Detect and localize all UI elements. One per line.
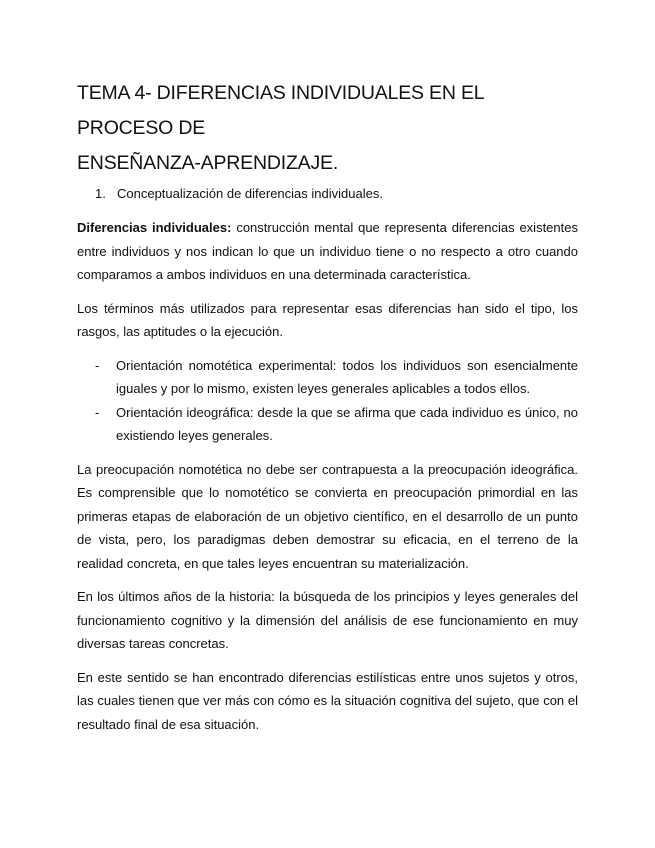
bullet-text: Orientación ideográfica: desde la que se afirma que cada individuo es único, no existiendo leyes generales. [116,404,578,443]
section-item [77,183,578,204]
bullet-text: Orientación nomotética experimental: todos los individuos son esencialmente iguales y por lo mismo, existen leyes generales aplicables a todos ellos. [116,357,578,396]
definition-paragraph [77,216,578,287]
section-list [77,183,578,204]
historia-paragraph: En los últimos años de la historia: la búsqueda de los principios y leyes generales del funcionamiento cognitivo y la dimensión del análisis de ese funcionamiento en muy diversas tareas concretas. [77,589,578,651]
bullet-marker: - [95,357,100,373]
title-line-1: TEMA 4- DIFERENCIAS INDIVIDUALES EN EL PROCESO DE [77,82,484,139]
preocupacion-paragraph: La preocupación nomotética no debe ser contrapuesta a la preocupación ideográfica. Es comprensible que lo nomotético se convierta en preocupación primordial en las primeras etapas de elaboración de un objetivo científico, en el desarrollo de un punto de vista, pero, los paradigmas deben demostrar su eficacia, en el terreno de la realidad concreta, en que tales leyes encuentran su materialización. [77,461,578,571]
document-title [77,76,578,181]
definition-term: Diferencias individuales: [77,220,232,235]
bullet-marker: - [95,404,100,420]
sentido-paragraph: En este sentido se han encontrado diferencias estilísticas entre unos sujetos y otros, las cuales tienen que ver más con cómo es la situación cognitiva del sujeto, que con el resultado final de esa situación. [77,669,578,732]
orientation-list [77,354,578,448]
list-item [77,354,578,401]
definition-text: construcción mental que representa diferencias existentes entre individuos y nos indican lo que un individuo tiene o no respecto a otro cuando comparamos a ambos individuos en una determinada característica. [77,220,578,282]
section-heading: Conceptualización de diferencias individuales. [117,186,383,201]
document-content [77,76,578,736]
title-line-2: ENSEÑANZA-APRENDIZAJE. [77,152,339,174]
terms-paragraph: Los términos más utilizados para representar esas diferencias han sido el tipo, los rasgos, las aptitudes o la ejecución. [77,300,578,339]
list-item [77,401,578,448]
section-number: 1. [95,186,106,201]
